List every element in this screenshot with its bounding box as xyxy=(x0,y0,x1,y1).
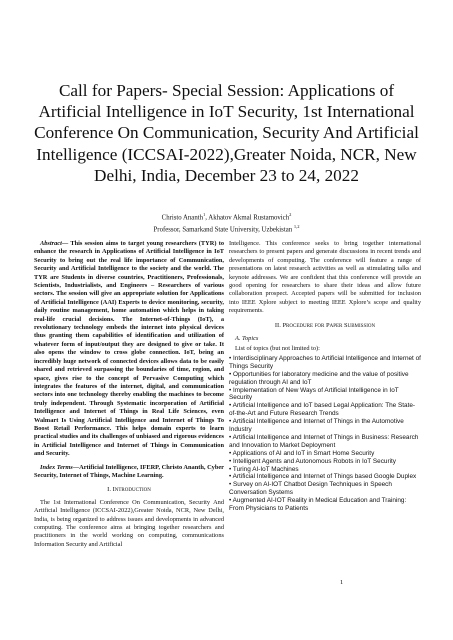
topic-item: • Artificial Intelligence and Internet of Things in the Automotive Industry xyxy=(229,418,404,434)
index-terms xyxy=(34,464,224,481)
right-column xyxy=(229,240,421,513)
page-number: 1 xyxy=(340,579,344,586)
topic-item: • Artificial Intelligence and IoT based Legal Application: The State-of-the-Art and Future Research Trends xyxy=(229,402,416,418)
affiliation-superscript: 1,2 xyxy=(293,224,300,229)
topic-item: • Opportunities for laboratory medicine and the value of positive regulation through AI and IoT xyxy=(229,370,409,386)
abstract-label: Abstract— xyxy=(40,240,69,247)
author-name-1: Christo Ananth xyxy=(161,214,204,222)
topic-item: • Turing AI-IoT Machines xyxy=(229,465,299,473)
author-2-superscript: 2 xyxy=(289,212,292,217)
topic-item: • Applications of AI and IoT in Smart Home Security xyxy=(229,449,375,457)
paper-title: Call for Papers- Special Session: Applications of Artificial Intelligence in IoT Security, 1st International Conference On Communication, Security And Artificial Intelligence (ICCSAI-2022),Greater Noida, NCR, New Delhi, India, December 23 to 24, 2022 xyxy=(34,81,419,185)
abstract xyxy=(34,240,224,459)
author-name-2: , Akhatov Akmal Rustamovich xyxy=(205,214,290,222)
topic-item: • Implementation of New Ways of Artificial Intelligence in IoT Security xyxy=(229,386,399,402)
affiliation-text: Professor, Samarkand State University, Uzbekistan xyxy=(153,226,294,234)
left-column xyxy=(34,240,224,549)
topic-item: • Survey on AI-IOT Chatbot Design Techniques in Speech Conversation Systems xyxy=(229,481,392,497)
topic-item: • Artificial Intelligence and Internet of Things based Google Duplex xyxy=(229,473,417,481)
index-terms-text: Artificial Intelligence, IFERP, Christo Ananth, Cyber Security, Internet of Things, Machine Learning. xyxy=(34,463,224,479)
author-line xyxy=(60,210,393,222)
subsection-heading-topics: A. Topics xyxy=(235,335,259,343)
topic-item: • Interdisciplinary Approaches to Artificial Intelligence and Internet of Things Security xyxy=(229,354,421,370)
introduction-paragraph: The 1st International Conference On Communication, Security And Artificial Intelligence (ICCSAI-2022),Greater Noida, NCR, New Delhi, India, is being organized to address issues and developments in advanced computing. The conference aims at bringing together researchers and practitioners in the world working on computing, communications Information Security and Artificial xyxy=(34,498,224,548)
topic-item: • Intelligent Agents and Autonomous Robots in IoT Security xyxy=(229,457,396,465)
topics-list xyxy=(229,355,421,513)
section-heading-introduction: I. Introduction xyxy=(107,486,151,494)
topic-item: • Augmented AI-IOT Reality in Medical Education and Training: From Physicians to Patients xyxy=(229,497,407,513)
affiliation-line xyxy=(60,222,393,234)
section-heading-procedure: II. Procedure for Paper Submission xyxy=(274,321,376,329)
topics-lead-text: List of topics (but not limited to): xyxy=(235,345,320,353)
index-terms-label: Index Terms— xyxy=(40,463,80,471)
author-1-superscript: 1 xyxy=(203,212,206,217)
abstract-text: This session aims to target young researchers (TYR) to enhance the research in Applications of Artificial Intelligence in IoT Security to bring out the real life importance of Communication, Security and Artificial Intelligence to the society and the world. The TYR are Students in diverse countries, Practitioners, Professionals, Scientists, Industrialists, and Engineers – Researchers of various sectors. The session will give an appropriate solution for Applications of Artificial Intelligence (AAI) Experts to device monitoring, security, daily routine management, home automation which helps in taking real-life crucial decisions. The Internet-of-Things (IoT), a revolutionary technology embeds the internet into physical devices thus granting them capabilities of identification and utilization of whatever form of input/output they are designed to give or take. It also opens the window to cross globe connection. IoT, being an incredibly huge network of connected devices allows data to be easily shared and retrieved surpassing the boundaries of time, region, and space, gives rise to the concept of Pervasive Computing which integrates the features of the internet, digital, and communication sectors into one technology thereby enabling the machines to become truly independent. Through Systematic incorporation of Artificial Intelligence and Internet of Things in Real Life Sciences, even Walmart Is Using Artificial Intelligence and Internet of Things To Boost Retail Performance. This helps domain experts to learn practical studies and its challenges of unbiased and rigorous evidences in Artificial Intelligence and Internet of Things in Communication and Security. xyxy=(34,240,224,458)
introduction-continued: Intelligence. This conference seeks to bring together international researchers to present papers and generate discussions in recent trends and developments of computing. The conference will feature a range of presentations on latest research activities as well as stimulating talks and keynote addresses. We are confident that this conference will provide an good opening for researchers to share their ideas and allow future collaboration prospect. Accepted papers will be submitted for inclusion into IEEE Xplore subject to meeting IEEE Xplore’s scope and quality requirements. xyxy=(229,240,421,315)
topic-item: • Artificial Intelligence and Internet of Things in Business: Research and Innovation to Market Deployment xyxy=(229,433,419,449)
